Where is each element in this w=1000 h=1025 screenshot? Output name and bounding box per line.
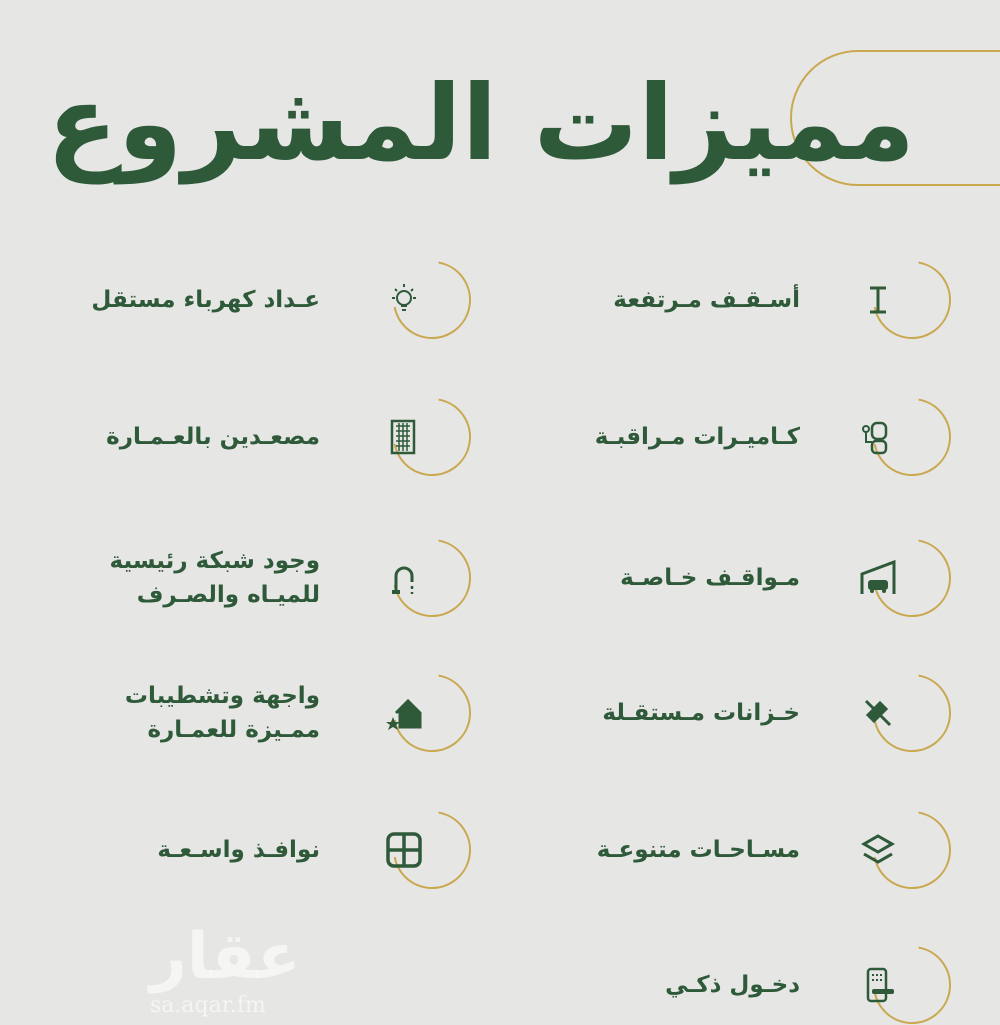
feature-item xyxy=(40,528,510,628)
feature-item xyxy=(520,935,990,1025)
feature-label: كـاميـرات مـراقبـة xyxy=(594,424,800,450)
feature-item xyxy=(520,800,990,900)
feature-label: عـداد كهرباء مستقل xyxy=(91,287,320,313)
light-bulb-icon xyxy=(384,280,424,320)
feature-label: مسـاحـات متنوعـة xyxy=(596,837,800,863)
feature-label: مـواقـف خـاصـة xyxy=(620,565,800,591)
building-icon xyxy=(384,417,424,457)
feature-label: مصعـدين بالعـمـارة xyxy=(106,424,320,450)
feature-label: واجهة وتشطيبات ممـيزة للعمـارة xyxy=(124,683,320,743)
feature-label: دخـول ذكـي xyxy=(665,972,800,998)
feature-item xyxy=(40,387,510,487)
area-layers-icon xyxy=(858,830,898,870)
feature-item xyxy=(520,387,990,487)
feature-label: وجود شبكة رئيسية للميـاه والصـرف xyxy=(109,548,320,608)
feature-label: نوافـذ واسـعـة xyxy=(157,837,320,863)
feature-item xyxy=(520,528,990,628)
feature-item xyxy=(40,800,510,900)
feature-label: خـزانات مـستقـلة xyxy=(602,700,800,726)
watermark-logo: عقار xyxy=(150,920,301,994)
water-tap-icon xyxy=(384,558,424,598)
page-title: مميزات المشروع xyxy=(46,62,915,184)
feature-item xyxy=(520,250,990,350)
garage-car-icon xyxy=(858,558,898,598)
ceiling-height-icon xyxy=(858,280,898,320)
watermark-site: sa.aqar.fm xyxy=(150,993,266,1018)
feature-item xyxy=(40,663,510,763)
feature-item xyxy=(520,663,990,763)
water-tank-icon xyxy=(858,693,898,733)
security-camera-icon xyxy=(858,417,898,457)
feature-label: أسـقـف مـرتفعة xyxy=(613,287,800,313)
house-star-icon xyxy=(384,693,424,733)
feature-item xyxy=(40,250,510,350)
window-icon xyxy=(384,830,424,870)
smart-lock-icon xyxy=(858,965,898,1005)
